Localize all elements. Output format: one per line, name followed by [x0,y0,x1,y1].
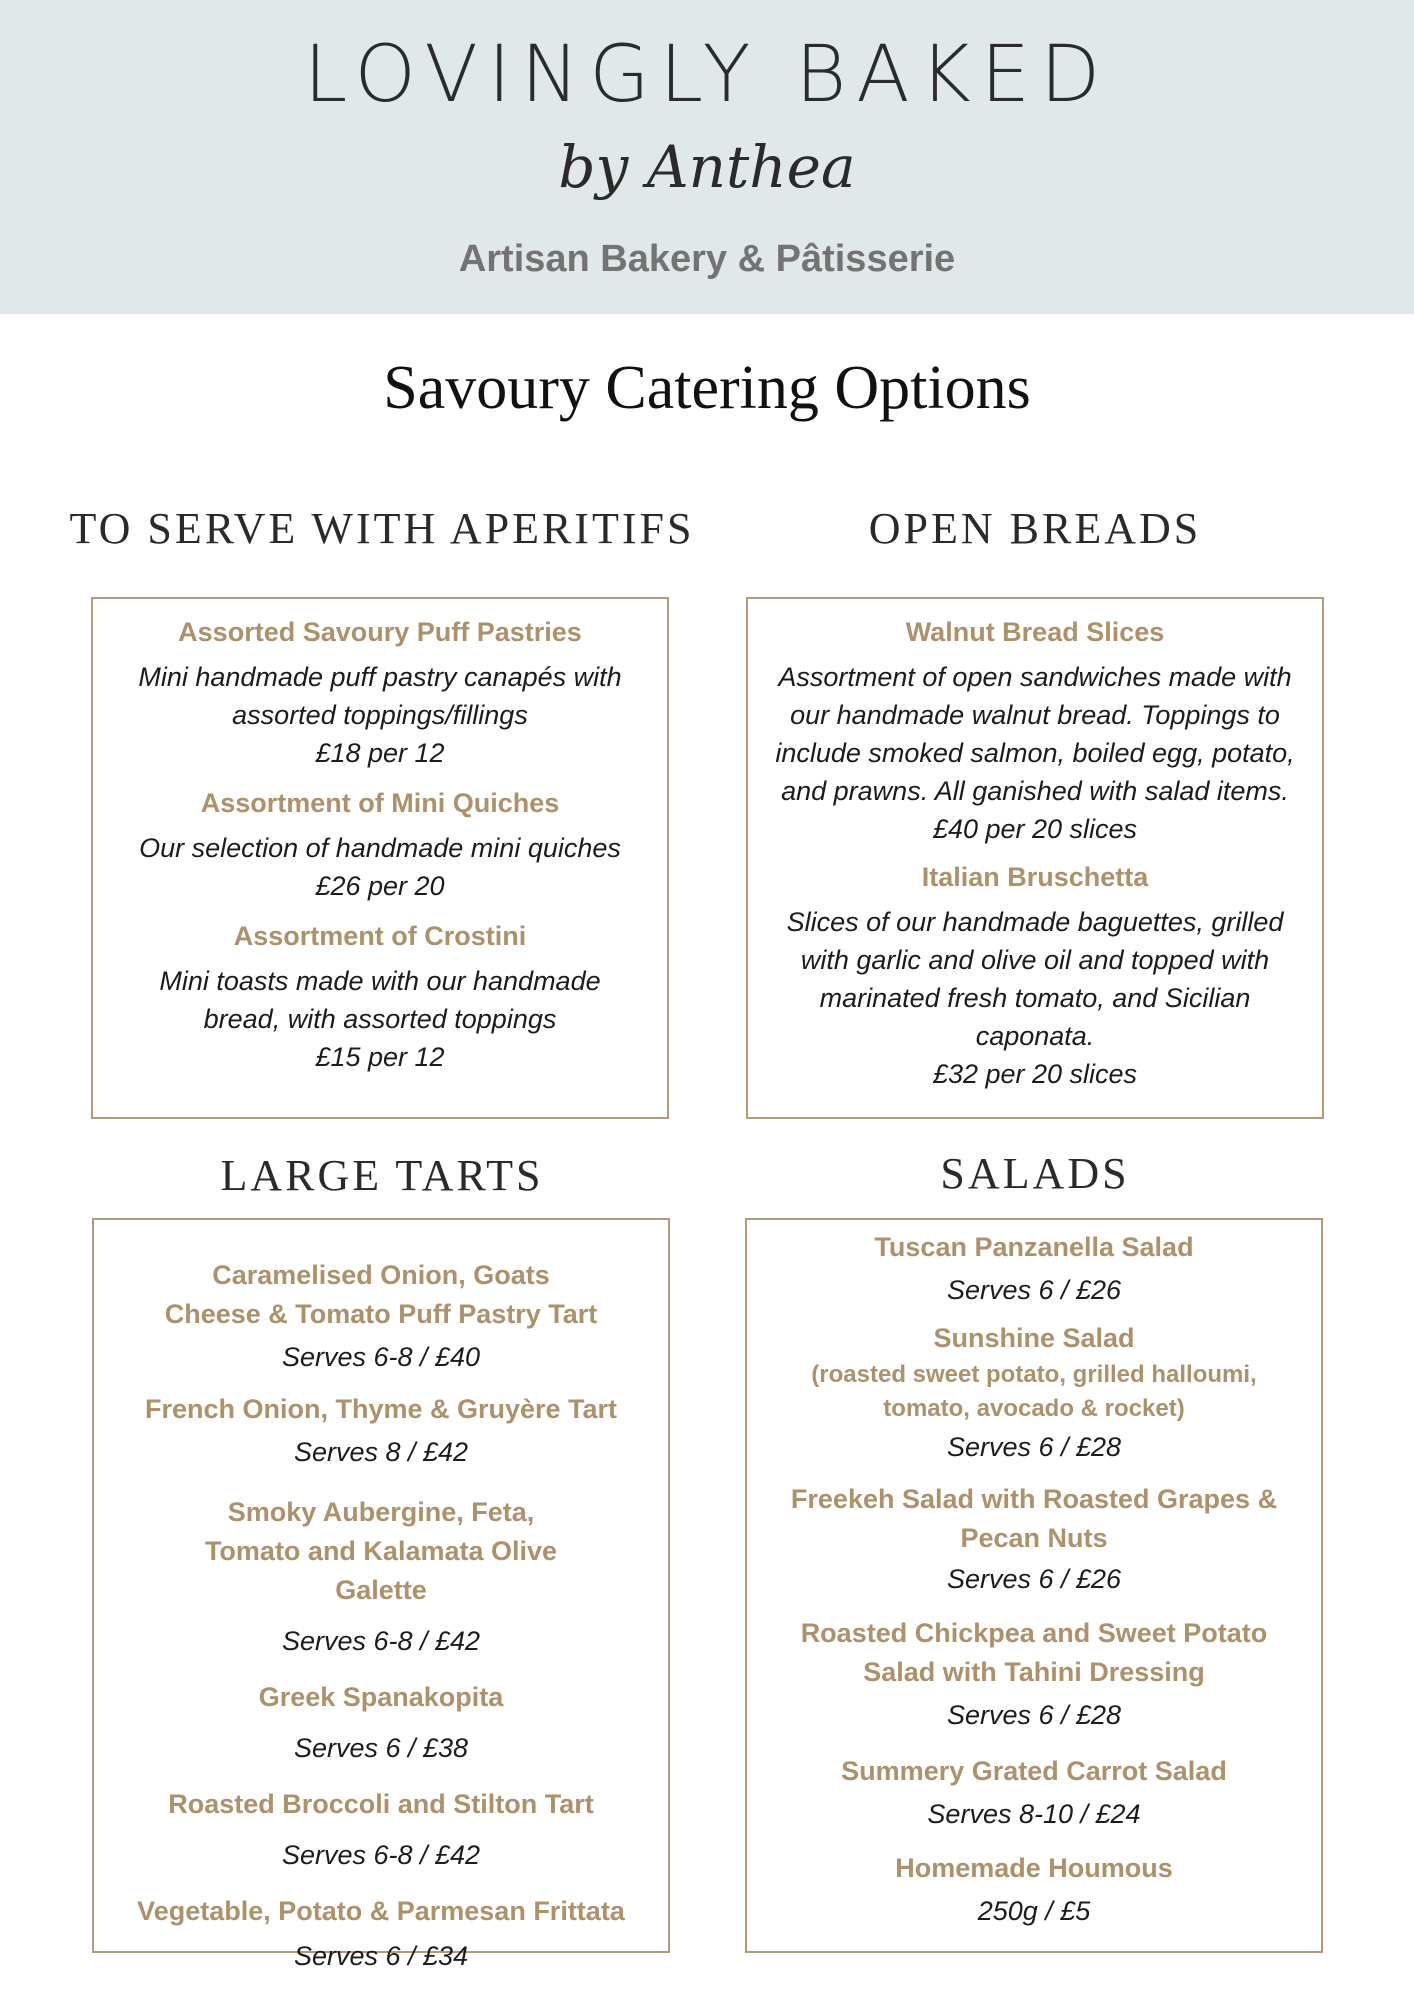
menu-item [93,613,667,772]
section-heading-large-tarts: LARGE TARTS [220,1151,544,1200]
item-price: Serves 8 / £42 [293,1437,469,1467]
salads-box [745,1218,1323,1953]
item-name: Smoky Aubergine, Feta, Tomato and Kalamata Olive Galette [204,1497,558,1605]
item-price: £32 per 20 slices [932,1059,1138,1089]
item-name: Greek Spanakopita [258,1682,504,1712]
menu-item [94,1785,668,1874]
item-price: £18 per 12 [315,738,445,768]
item-price: Serves 8-10 / £24 [927,1799,1141,1829]
page-title: Savoury Catering Options [383,354,1031,422]
item-name: Italian Bruschetta [921,862,1149,892]
item-name: Roasted Broccoli and Stilton Tart [168,1789,594,1819]
item-name: Tuscan Panzanella Salad [874,1232,1194,1262]
item-name: Assortment of Crostini [233,921,527,951]
aperitifs-box [91,597,669,1119]
item-price: £40 per 20 slices [932,814,1138,844]
item-price: £15 per 12 [315,1042,445,1072]
menu-item [94,1256,668,1376]
brand-logo-text: LOVINGLY BAKED [303,30,1111,120]
brand-tagline: Artisan Bakery & Pâtisserie [458,238,956,280]
item-description: Assortment of open sandwiches made with our handmade walnut bread. Toppings to include smoked salmon, boiled egg, potato, and prawns. All ganished with salad items. [775,662,1295,806]
item-name: Freekeh Salad with Roasted Grapes & Pecan Nuts [790,1484,1278,1553]
item-name: French Onion, Thyme & Gruyère Tart [144,1394,618,1424]
menu-item [747,1752,1321,1833]
item-name: Summery Grated Carrot Salad [841,1756,1227,1786]
menu-item [748,613,1322,848]
item-price: Serves 6 / £38 [293,1733,469,1763]
item-description: Mini handmade puff pastry canapés with assorted toppings/fillings [138,662,622,730]
item-price: Serves 6 / £26 [946,1275,1122,1305]
menu-item [93,917,667,1076]
item-subtitle: (roasted sweet potato, grilled halloumi, tomato, avocado & rocket) [811,1361,1257,1422]
item-price: Serves 6-8 / £42 [281,1626,481,1656]
menu-item [94,1390,668,1471]
item-description: Slices of our handmade baguettes, grilled with garlic and olive oil and topped with marinated fresh tomato, and Sicilian caponata. [786,907,1284,1051]
section-heading-aperitifs: TO SERVE WITH APERITIFS [69,504,695,553]
item-price: Serves 6 / £28 [946,1432,1122,1462]
menu-item [94,1678,668,1767]
item-name: Roasted Chickpea and Sweet Potato Salad with Tahini Dressing [800,1618,1268,1687]
menu-item [747,1849,1321,1930]
item-price: 250g / £5 [977,1896,1091,1926]
item-description: Mini toasts made with our handmade bread, with assorted toppings [159,966,601,1034]
item-price: Serves 6-8 / £40 [281,1342,481,1372]
menu-item [94,1493,668,1660]
menu-item [93,784,667,905]
menu-item [94,1892,668,1975]
large-tarts-box [92,1218,670,1971]
brand-byline: by Anthea [558,133,856,201]
item-price: Serves 6-8 / £42 [281,1840,481,1870]
item-name: Caramelised Onion, Goats Cheese & Tomato Puff Pastry Tart [164,1260,598,1329]
item-name: Assorted Savoury Puff Pastries [178,617,582,647]
menu-item [747,1614,1321,1734]
section-heading-salads: SALADS [940,1149,1130,1198]
item-price: Serves 6 / £28 [946,1700,1122,1730]
item-name: Walnut Bread Slices [905,617,1165,647]
item-price: Serves 6 / £34 [293,1941,469,1971]
open-breads-box [746,597,1324,1119]
header-banner [0,0,1414,314]
item-price: £26 per 20 [315,871,445,901]
menu-item [748,858,1322,1093]
item-name: Assortment of Mini Quiches [200,788,560,818]
menu-item [747,1480,1321,1598]
item-name: Vegetable, Potato & Parmesan Frittata [137,1896,625,1926]
menu-item [747,1319,1321,1466]
item-price: Serves 6 / £26 [946,1564,1122,1594]
item-name: Sunshine Salad [933,1323,1135,1353]
section-heading-open-breads: OPEN BREADS [868,504,1202,553]
menu-item [747,1228,1321,1309]
item-name: Homemade Houmous [895,1853,1173,1883]
item-description: Our selection of handmade mini quiches [139,833,621,863]
